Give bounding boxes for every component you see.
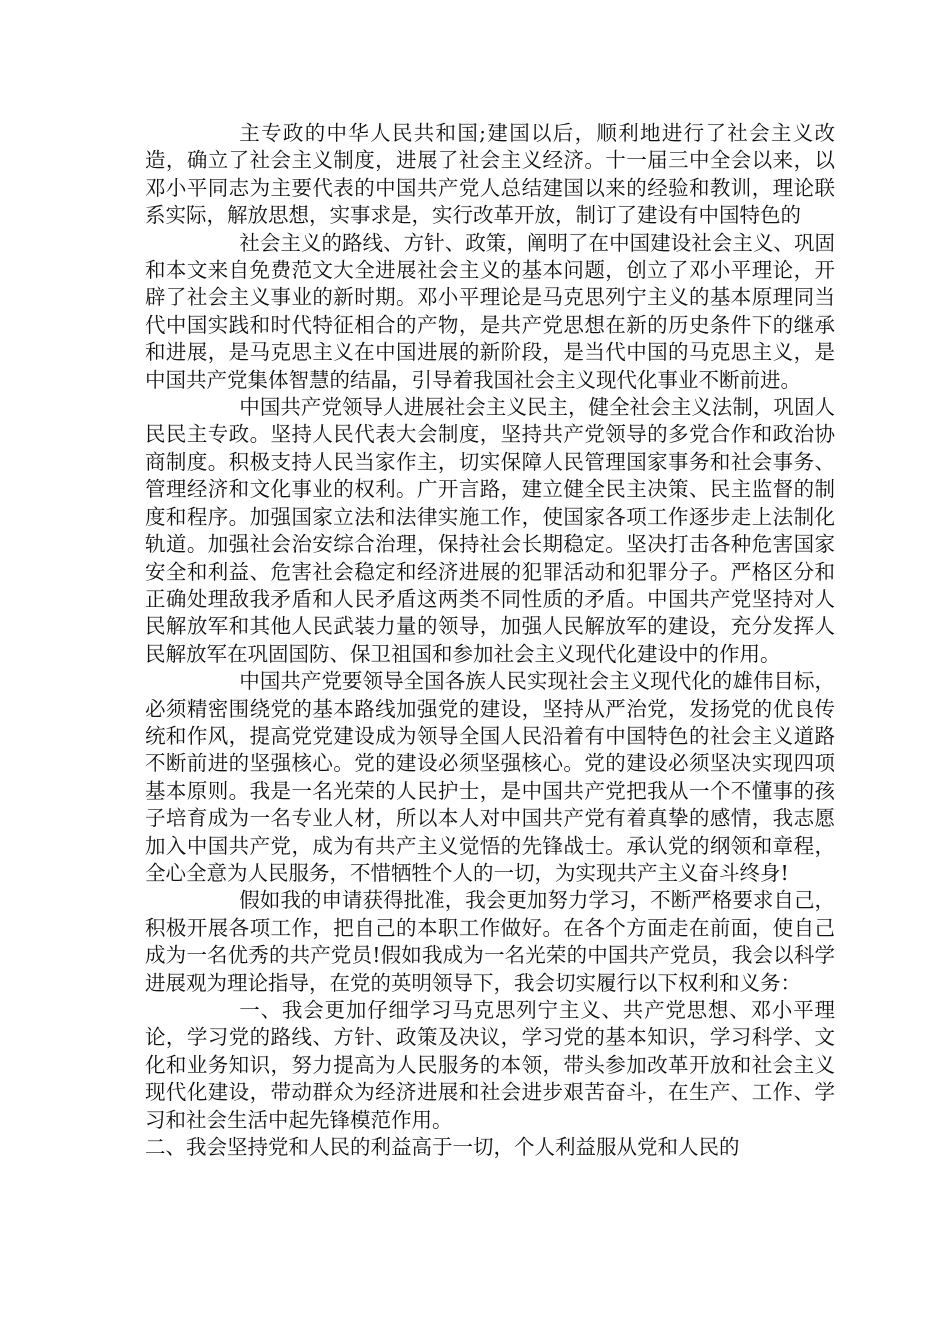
document-body (145, 120, 835, 1161)
paragraph-3: 中国共产党领导人进展社会主义民主，健全社会主义法制，巩固人民民主专政。坚持人民代表大会制度，坚持共产党领导的多党合作和政治协商制度。积极支持人民当家作主，切实保障人民管理国家事务和社会事务、管理经济和文化事业的权利。广开言路，建立健全民主决策、民主监督的制度和程序。加强国家立法和法律实施工作，使国家各项工作逐步走上法制化轨道。加强社会治安综合治理，保持社会长期稳定。坚决打击各种危害国家安全和利益、危害社会稳定和经济进展的犯罪活动和犯罪分子。严格区分和正确处理敌我矛盾和人民矛盾这两类不同性质的矛盾。中国共产党坚持对人民解放军和其他人民武装力量的领导，加强人民解放军的建设，充分发挥人民解放军在巩固国防、保卫祖国和参加社会主义现代化建设中的作用。 (145, 395, 835, 666)
paragraph-5: 假如我的申请获得批准，我会更加努力学习，不断严格要求自己，积极开展各项工作，把自己的本职工作做好。在各个方面走在前面，使自己成为一名优秀的共产党员!假如我成为一名光荣的中国共产党员，我会以科学进展观为理论指导，在党的英明领导下，我会切实履行以下权利和义务： (145, 888, 835, 995)
paragraph-2: 社会主义的路线、方针、政策，阐明了在中国建设社会主义、巩固和本文来自免费范文大全进展社会主义的基本问题，创立了邓小平理论，开辟了社会主义事业的新时期。邓小平理论是马克思列宁主义的基本原理同当代中国实践和时代特征相合的产物，是共产党思想在新的历史条件下的继承和进展，是马克思主义在中国进展的新阶段，是当代中国的马克思主义，是中国共产党集体智慧的结晶，引导着我国社会主义现代化事业不断前进。 (145, 230, 835, 392)
paragraph-7: 二、我会坚持党和人民的利益高于一切，个人利益服从党和人民的 (145, 1135, 740, 1160)
paragraph-6: 一、我会更加仔细学习马克思列宁主义、共产党思想、邓小平理论，学习党的路线、方针、政策及决议，学习党的基本知识，学习科学、文化和业务知识，努力提高为人民服务的本领，带头参加改革开放和社会主义现代化建设，带动群众为经济进展和社会进步艰苦奋斗，在生产、工作、学习和社会生活中起先锋模范作用。 (145, 998, 835, 1132)
paragraph-4: 中国共产党要领导全国各族人民实现社会主义现代化的雄伟目标，必须精密围绕党的基本路线加强党的建设，坚持从严治党，发扬党的优良传统和作风，提高党党建设成为领导全国人民沿着有中国特色的社会主义道路不断前进的坚强核心。党的建设必须坚强核心。党的建设必须坚决实现四项基本原则。我是一名光荣的人民护士，是中国共产党把我从一个不懂事的孩子培育成为一名专业人材，所以本人对中国共产党有着真挚的感情，我志愿加入中国共产党，成为有共产主义觉悟的先锋战士。承认党的纲领和章程，全心全意为人民服务，不惜牺牲个人的一切，为实现共产主义奋斗终身! (145, 669, 835, 885)
paragraph-1: 主专政的中华人民共和国;建国以后，顺利地进行了社会主义改造，确立了社会主义制度，进展了社会主义经济。十一届三中全会以来，以邓小平同志为主要代表的中国共产党人总结建国以来的经验和教训，理论联系实际，解放思想，实事求是，实行改革开放，制订了建设有中国特色的 (145, 121, 835, 228)
